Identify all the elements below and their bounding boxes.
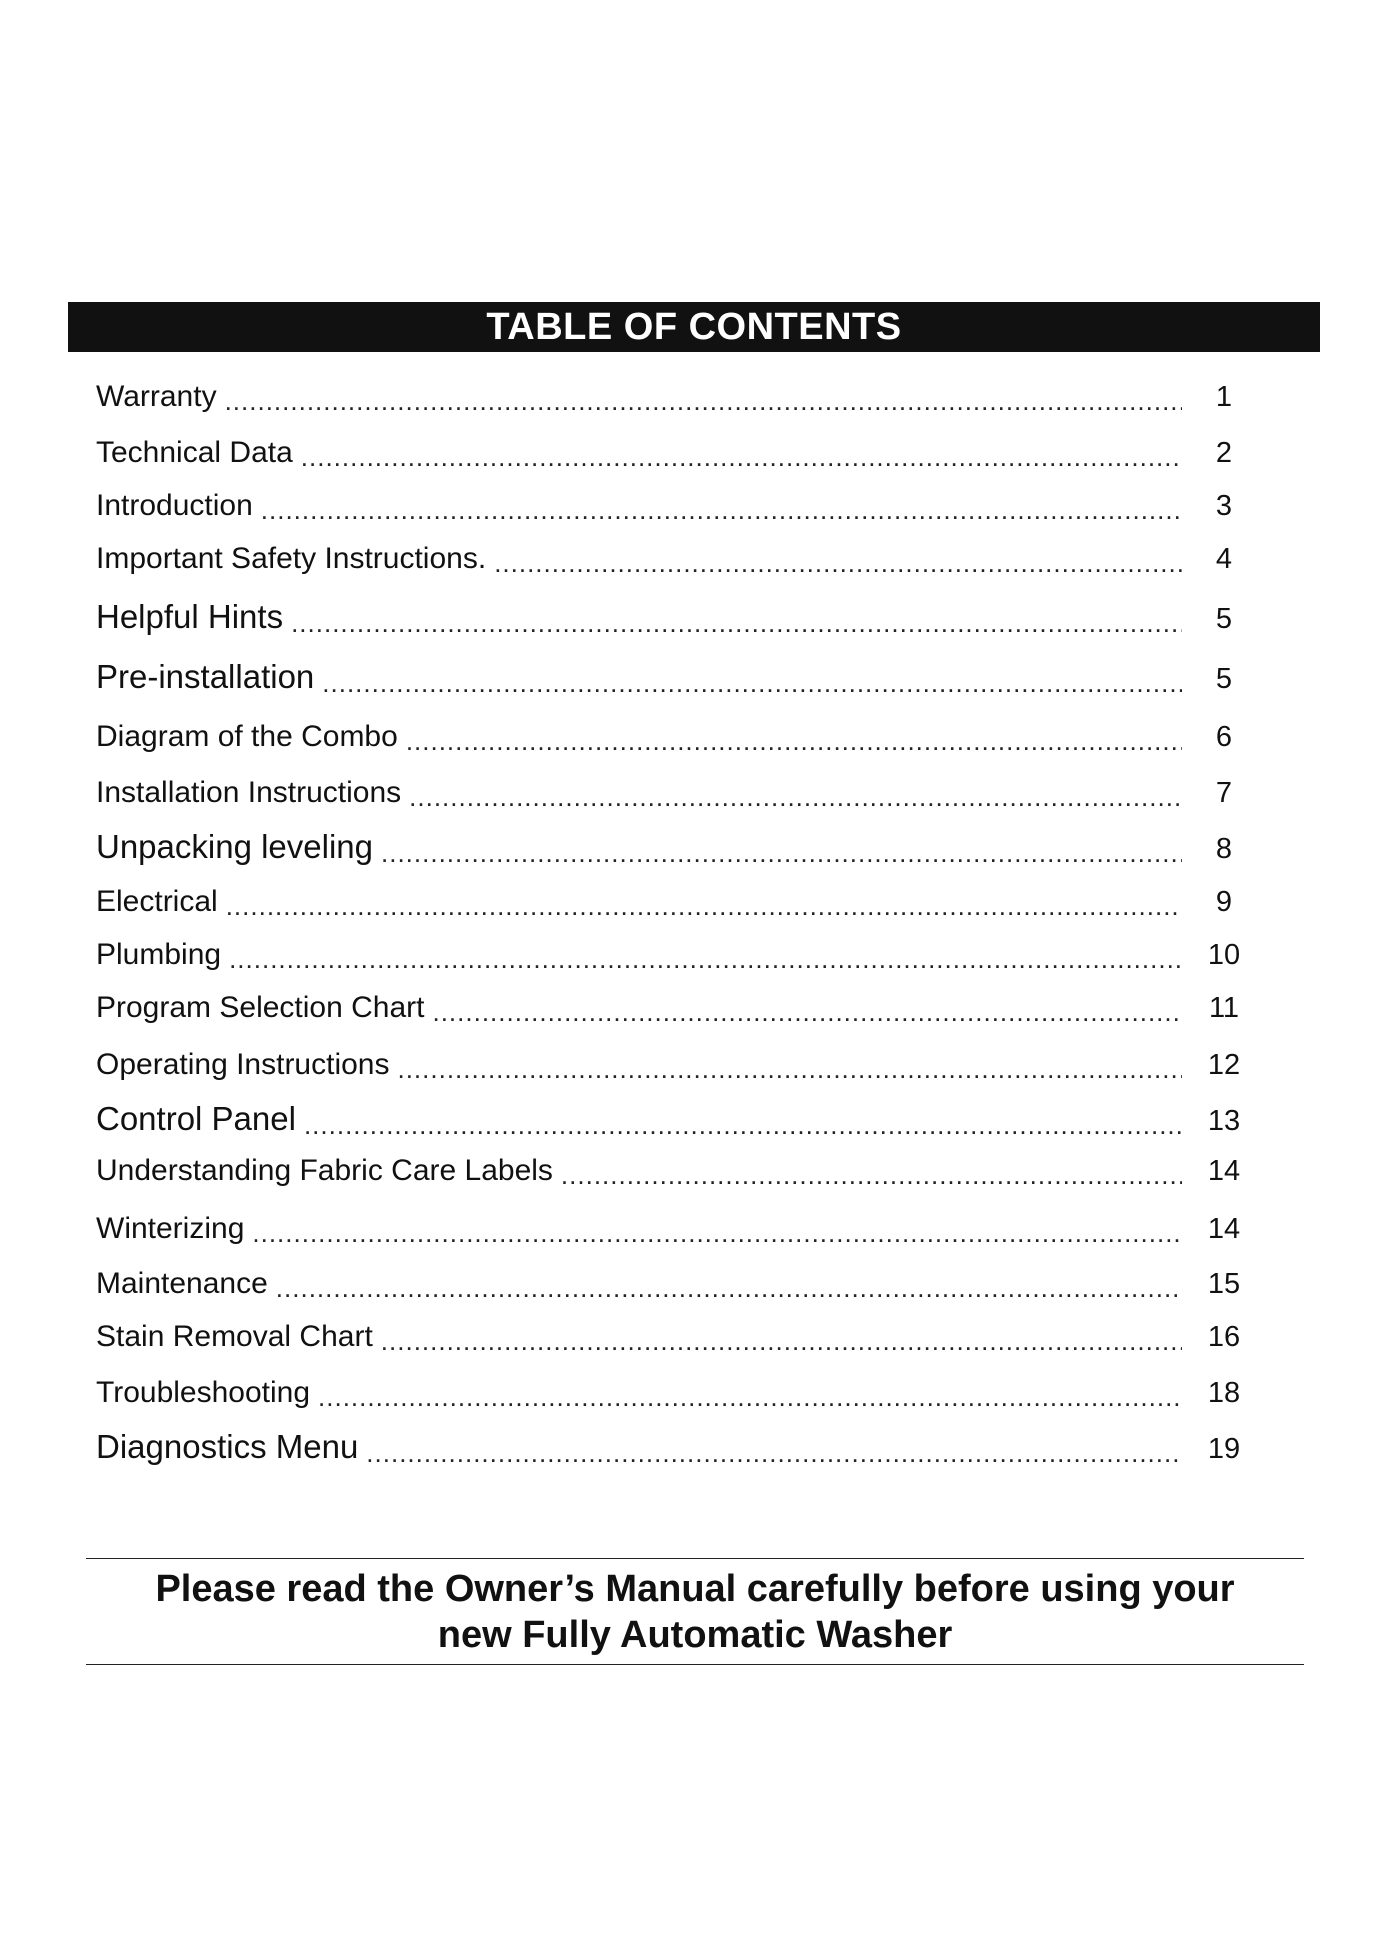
toc-page-number: 3: [1215, 490, 1233, 522]
toc-dot-leader: [276, 1275, 1182, 1301]
toc-dot-leader: [366, 1440, 1182, 1466]
toc-page-number: 14: [1207, 1213, 1241, 1245]
notice-bottom-rule: [86, 1664, 1304, 1665]
toc-dot-leader: [432, 999, 1182, 1025]
toc-page-number: 16: [1207, 1321, 1241, 1353]
toc-page-number: 18: [1207, 1377, 1241, 1409]
toc-entry-title: Important Safety Instructions.: [96, 542, 487, 575]
toc-page-number: 2: [1215, 437, 1233, 469]
toc-entry-title: Pre-installation: [96, 658, 315, 695]
toc-entry-title: Diagram of the Combo: [96, 720, 398, 753]
toc-page-number: 9: [1215, 886, 1233, 918]
toc-dot-leader: [318, 1384, 1182, 1410]
toc-entry-diagram[interactable]: [96, 710, 1256, 754]
toc-entry-title: Technical Data: [96, 436, 293, 469]
toc-entry-title: Warranty: [96, 380, 217, 413]
toc-entry-title: Unpacking leveling: [96, 828, 374, 865]
toc-page-number: 1: [1215, 381, 1233, 413]
toc-entry-operating-instructions[interactable]: [96, 1038, 1256, 1082]
toc-entry-title: Operating Instructions: [96, 1048, 390, 1081]
owner-manual-notice: [86, 1566, 1304, 1658]
toc-entry-stain-removal[interactable]: [96, 1310, 1256, 1354]
toc-entry-plumbing[interactable]: [96, 928, 1256, 972]
toc-dot-leader: [252, 1220, 1182, 1246]
toc-entry-safety-instructions[interactable]: [96, 532, 1256, 576]
toc-dot-leader: [226, 893, 1182, 919]
toc-page-number: 15: [1207, 1268, 1241, 1300]
notice-line-2: new Fully Automatic Washer: [437, 1614, 953, 1656]
notice-line-1: Please read the Owner’s Manual carefully before using your: [155, 1568, 1235, 1610]
toc-dot-leader: [301, 444, 1182, 470]
toc-dot-leader: [229, 946, 1182, 972]
toc-dot-leader: [225, 388, 1182, 414]
toc-dot-leader: [304, 1112, 1182, 1138]
toc-page-number: 10: [1207, 939, 1241, 971]
toc-entry-title: Understanding Fabric Care Labels: [96, 1154, 553, 1187]
toc-dot-leader: [397, 1056, 1182, 1082]
toc-entry-title: Maintenance: [96, 1267, 268, 1300]
toc-page-number: 5: [1215, 603, 1233, 635]
toc-page-number: 4: [1215, 543, 1233, 575]
toc-entry-title: Program Selection Chart: [96, 991, 425, 1024]
toc-entry-title: Installation Instructions: [96, 776, 402, 809]
toc-page-number: 5: [1215, 663, 1233, 695]
notice-top-rule: [86, 1558, 1304, 1559]
toc-entry-title: Winterizing: [96, 1212, 245, 1245]
toc-entry-electrical[interactable]: [96, 875, 1256, 919]
toc-page-number: 12: [1207, 1049, 1241, 1081]
toc-page-number: 19: [1207, 1433, 1241, 1465]
toc-dot-leader: [409, 784, 1182, 810]
toc-entry-warranty[interactable]: [96, 370, 1256, 414]
toc-page-number: 8: [1215, 833, 1233, 865]
toc-entry-title: Electrical: [96, 885, 218, 918]
toc-heading: TABLE OF CONTENTS: [68, 302, 1320, 352]
toc-entry-pre-installation[interactable]: [96, 652, 1256, 696]
toc-entry-title: Control Panel: [96, 1100, 296, 1137]
toc-entry-diagnostics[interactable]: [96, 1422, 1256, 1466]
toc-dot-leader: [291, 610, 1182, 636]
toc-entry-title: Plumbing: [96, 938, 222, 971]
toc-dot-leader: [381, 840, 1182, 866]
toc-dot-leader: [322, 670, 1182, 696]
toc-dot-leader: [561, 1162, 1182, 1188]
toc-entry-control-panel[interactable]: [96, 1094, 1256, 1138]
toc-page-number: 13: [1207, 1105, 1241, 1137]
toc-entry-introduction[interactable]: [96, 479, 1256, 523]
toc-page-number: 7: [1215, 777, 1233, 809]
toc-entry-winterizing[interactable]: [96, 1202, 1256, 1246]
toc-entry-fabric-care-labels[interactable]: [96, 1144, 1256, 1188]
toc-entry-title: Diagnostics Menu: [96, 1428, 359, 1465]
toc-entry-title: Helpful Hints: [96, 598, 284, 635]
toc-dot-leader: [261, 497, 1182, 523]
toc-entry-troubleshooting[interactable]: [96, 1366, 1256, 1410]
toc-dot-leader: [406, 728, 1182, 754]
toc-entry-installation[interactable]: [96, 766, 1256, 810]
toc-dot-leader: [381, 1328, 1182, 1354]
toc-page-number: 6: [1215, 721, 1233, 753]
toc-entry-title: Stain Removal Chart: [96, 1320, 373, 1353]
toc-entry-helpful-hints[interactable]: [96, 592, 1256, 636]
toc-entry-program-selection[interactable]: [96, 981, 1256, 1025]
toc-entry-unpacking[interactable]: [96, 822, 1256, 866]
toc-page-number: 14: [1207, 1155, 1241, 1187]
toc-page-number: 11: [1208, 992, 1240, 1024]
toc-dot-leader: [494, 550, 1182, 576]
toc-entry-title: Troubleshooting: [96, 1376, 311, 1409]
toc-entry-title: Introduction: [96, 489, 253, 522]
toc-entry-maintenance[interactable]: [96, 1257, 1256, 1301]
toc-entry-technical-data[interactable]: [96, 426, 1256, 470]
